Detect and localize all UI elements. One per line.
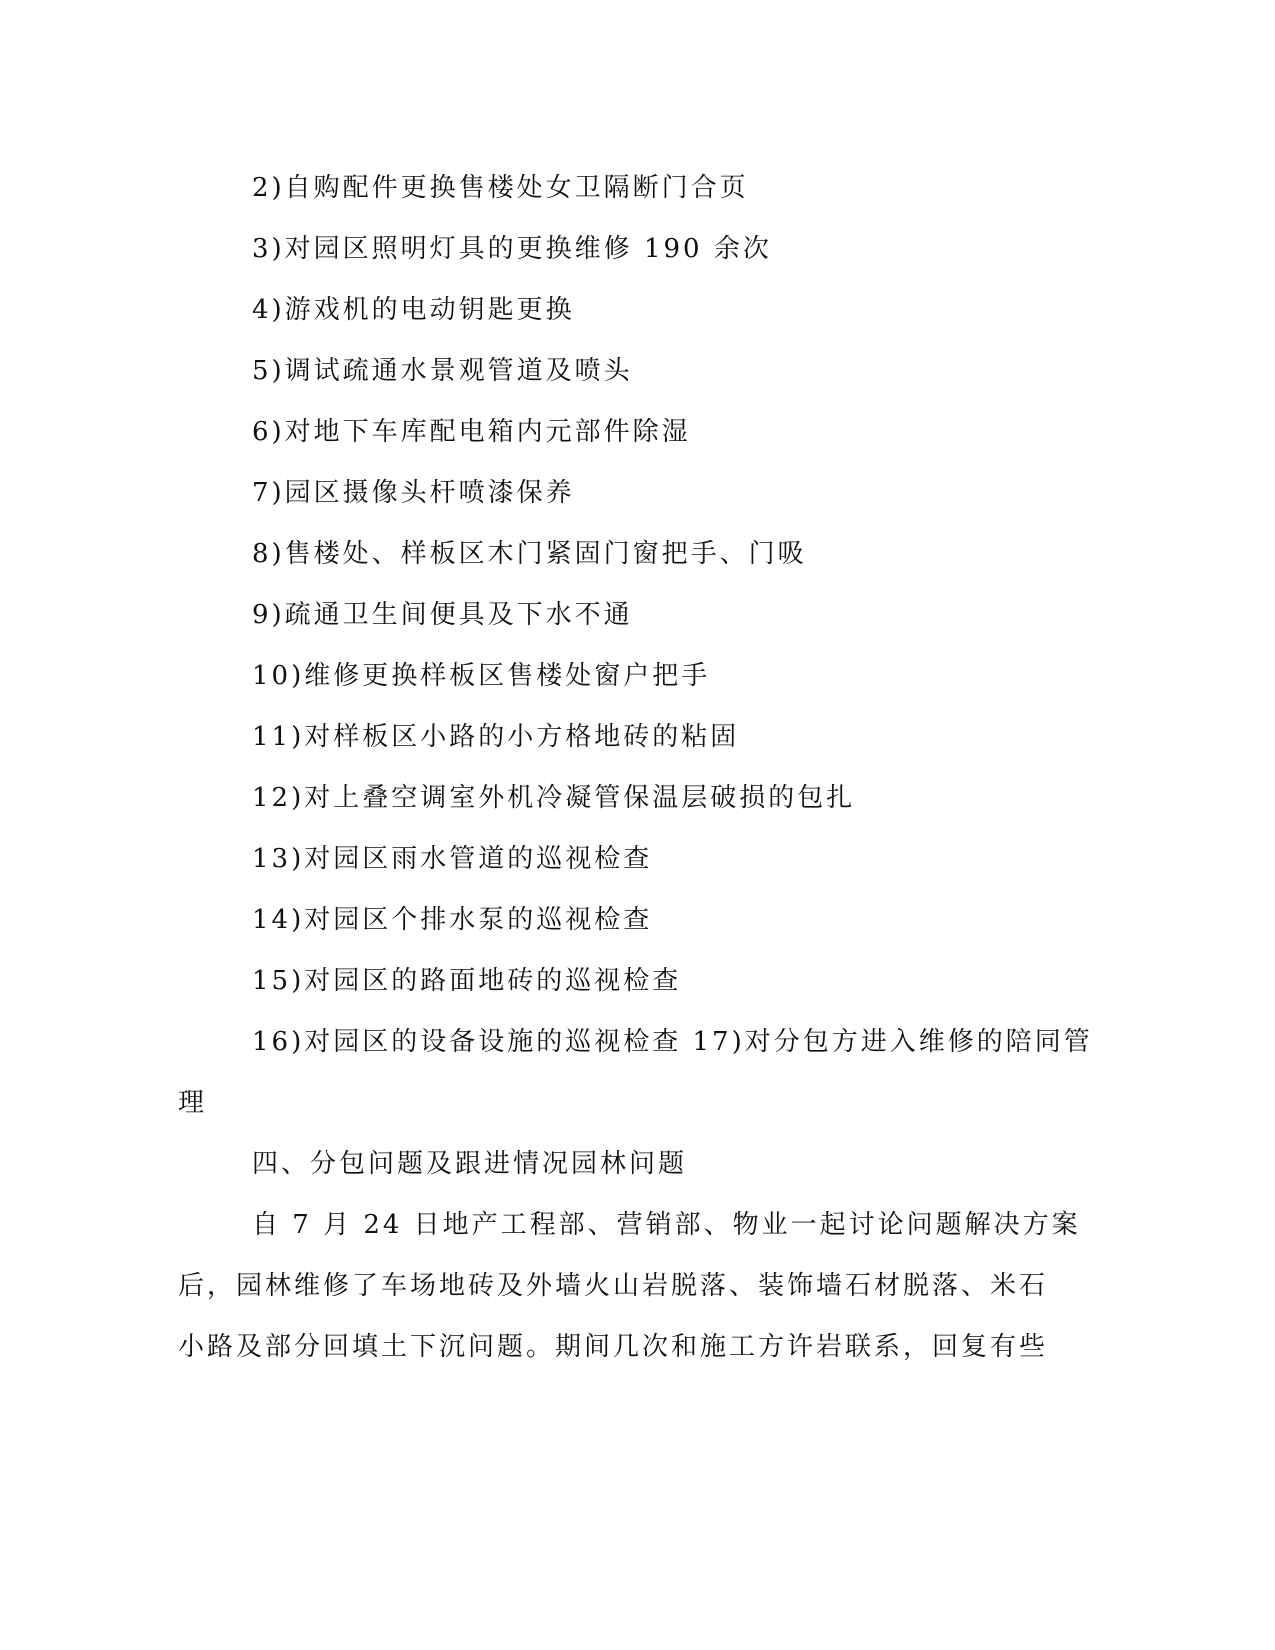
- list-item: 6)对地下车库配电箱内元部件除湿: [252, 417, 691, 447]
- list-item: 15)对园区的路面地砖的巡视检查: [252, 966, 682, 996]
- list-item: 7)园区摄像头杆喷漆保养: [252, 478, 575, 508]
- list-item: 2)自购配件更换售楼处女卫隔断门合页: [252, 173, 749, 203]
- list-item-16-line2: 理: [178, 1088, 208, 1118]
- list-item: 3)对园区照明灯具的更换维修 190 余次: [252, 234, 772, 264]
- list-item: 10)维修更换样板区售楼处窗户把手: [252, 661, 711, 691]
- list-item: 9)疏通卫生间便具及下水不通: [252, 600, 633, 630]
- paragraph-line: 小路及部分回填土下沉问题。期间几次和施工方许岩联系，回复有些: [178, 1332, 1049, 1362]
- section-heading: 四、分包问题及跟进情况园林问题: [252, 1149, 688, 1179]
- list-item: 4)游戏机的电动钥匙更换: [252, 295, 575, 325]
- paragraph-line: 自 7 月 24 日地产工程部、营销部、物业一起讨论问题解决方案: [252, 1210, 1081, 1240]
- list-item: 12)对上叠空调室外机冷凝管保温层破损的包扎: [252, 783, 856, 813]
- list-item: 14)对园区个排水泵的巡视检查: [252, 905, 653, 935]
- list-item: 8)售楼处、样板区木门紧固门窗把手、门吸: [252, 539, 807, 569]
- paragraph-line: 后，园林维修了车场地砖及外墙火山岩脱落、装饰墙石材脱落、米石: [178, 1271, 1049, 1301]
- list-item-16-line1: 16)对园区的设备设施的巡视检查 17)对分包方进入维修的陪同管: [252, 1027, 1093, 1057]
- list-item: 13)对园区雨水管道的巡视检查: [252, 844, 653, 874]
- document-body: [178, 158, 1093, 1378]
- list-item: 11)对样板区小路的小方格地砖的粘固: [252, 722, 740, 752]
- list-item: 5)调试疏通水景观管道及喷头: [252, 356, 633, 386]
